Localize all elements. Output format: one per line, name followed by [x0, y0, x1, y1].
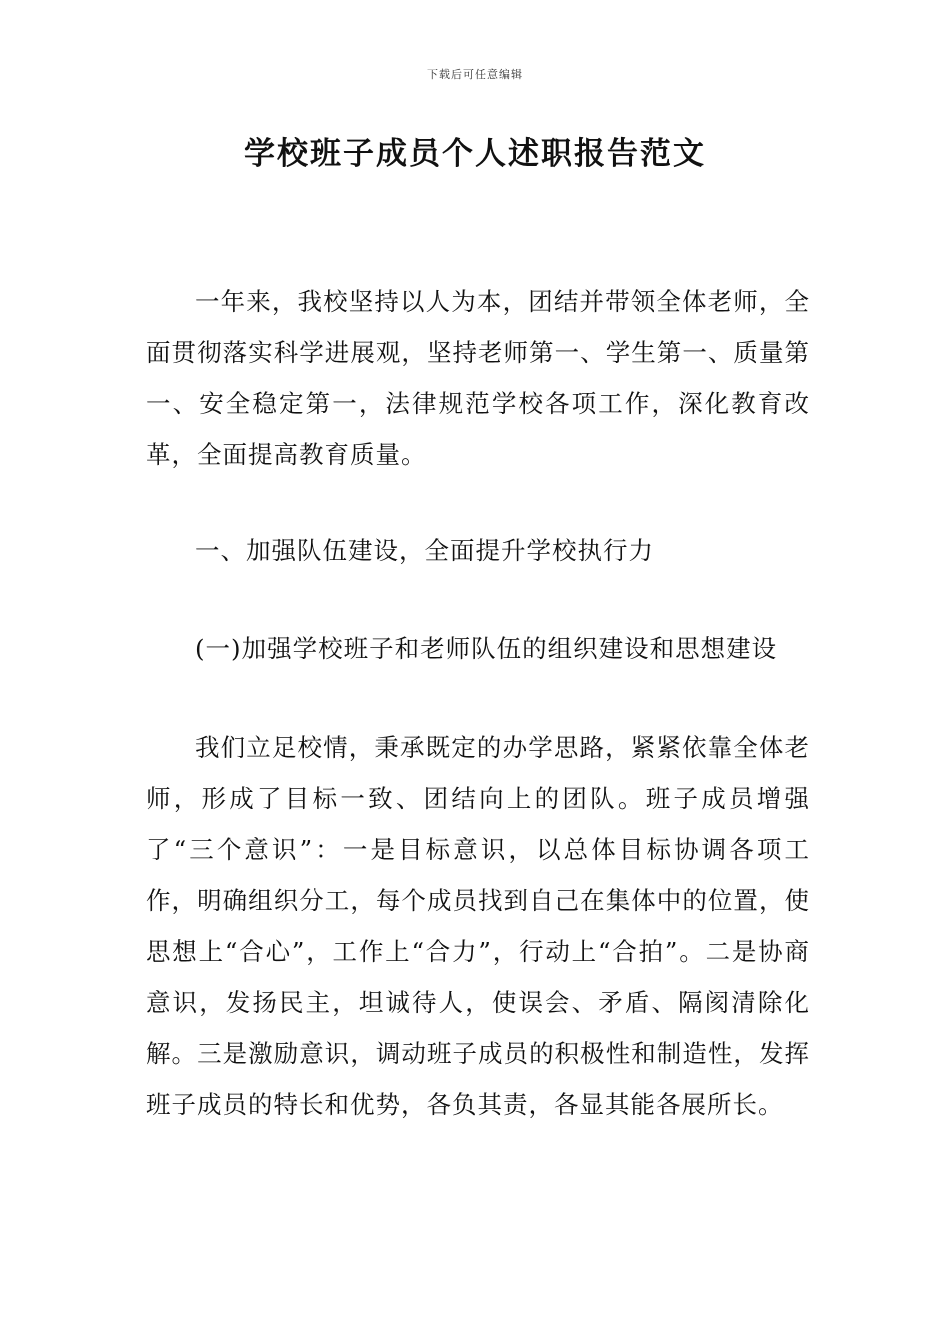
intro-paragraph: 一年来，我校坚持以人为本，团结并带领全体老师，全面贯彻落实科学进展观，坚持老师第一、学生第一、质量第一、安全稳定第一，法律规范学校各项工作，深化教育改革，全面提高教育质量。	[146, 287, 810, 469]
document-title: 学校班子成员个人述职报告范文	[244, 136, 706, 172]
section-body-paragraph: 我们立足校情，秉承既定的办学思路，紧紧依靠全体老师，形成了目标一致、团结向上的团队。班子成员增强了“三个意识”：一是目标意识，以总体目标协调各项工作，明确组织分工，每个成员找到自己在集体中的位置，使思想上“合心”，工作上“合力”，行动上“合拍”。二是协商意识，发扬民主，坦诚待人，使误会、矛盾、隔阂清除化解。三是激励意识，调动班子成员的积极性和制造性，发挥班子成员的特长和优势，各负其责，各显其能各展所长。	[146, 733, 810, 1119]
subsection-heading: (一)加强学校班子和老师队伍的组织建设和思想建设	[195, 634, 778, 663]
section-heading: 一、加强队伍建设，全面提升学校执行力	[195, 536, 654, 565]
page-header-note: 下载后可任意编辑	[427, 68, 523, 81]
